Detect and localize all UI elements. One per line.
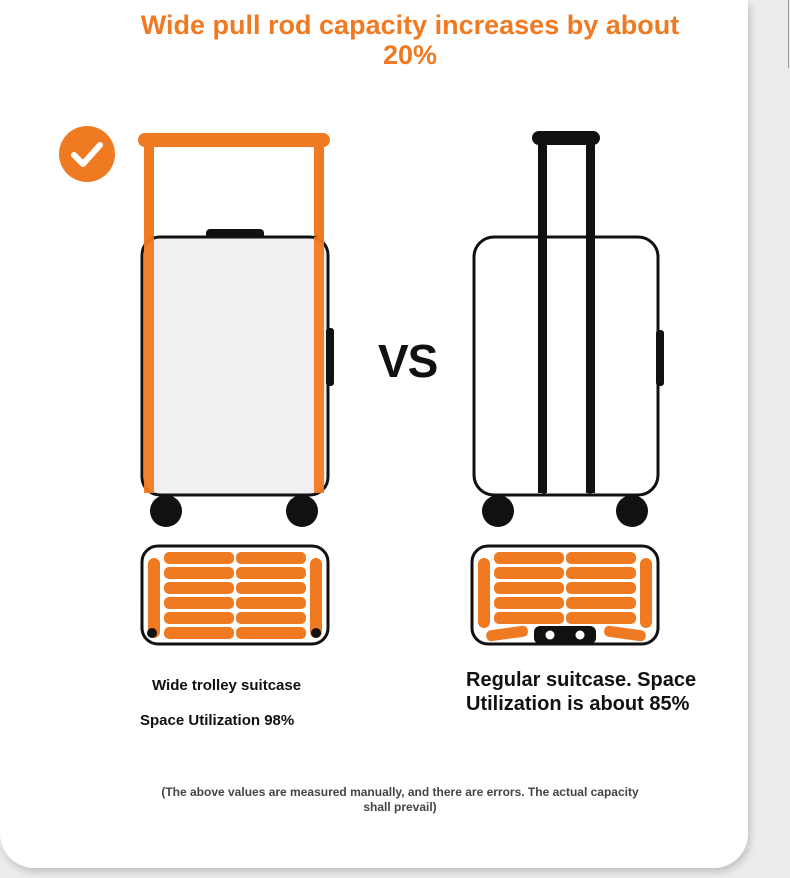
wide-trolley-label: Wide trolley suitcase <box>152 677 302 694</box>
regular-suitcase-label: Regular suitcase. Space Utilization is about 85% <box>466 669 697 715</box>
disclaimer-note: (The above values are measured manually, and there are errors. The actual capacity shall prevail) <box>161 785 639 814</box>
wide-suitcase-interior-view <box>138 542 338 652</box>
edge-divider <box>788 0 789 68</box>
regular-suitcase-illustration <box>460 125 670 535</box>
wide-trolley-suitcase-illustration <box>130 125 340 535</box>
check-circle-icon <box>58 125 116 183</box>
regular-suitcase-interior-view <box>468 542 668 652</box>
vs-label: VS <box>378 335 438 387</box>
page-title: Wide pull rod capacity increases by about 20% <box>140 10 680 70</box>
wide-trolley-utilization: Space Utilization 98% <box>140 712 295 729</box>
